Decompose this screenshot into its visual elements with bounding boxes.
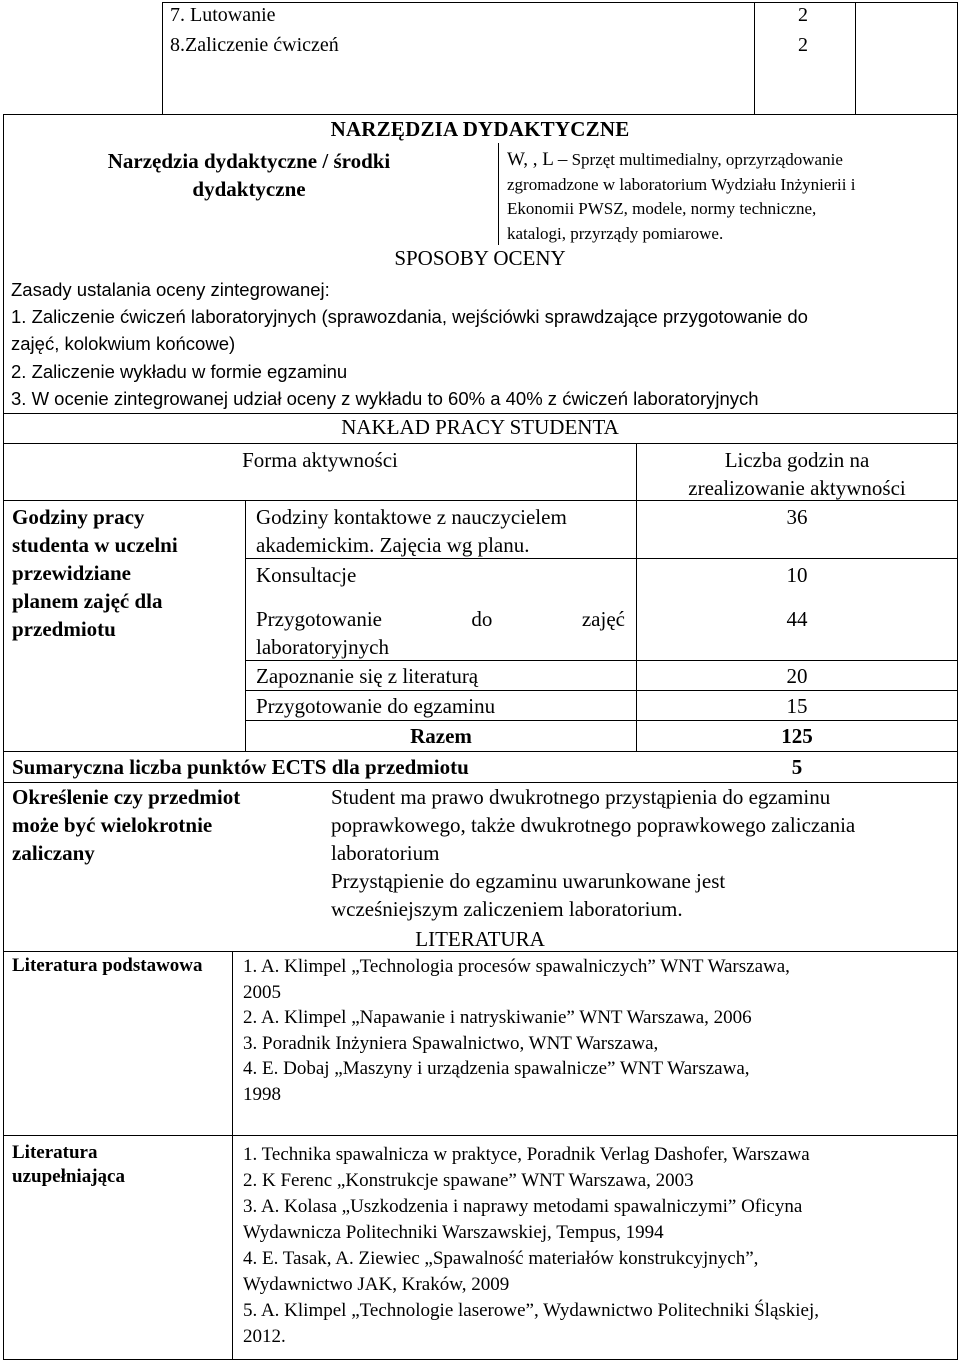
header-activity: Forma aktywności (242, 448, 398, 472)
ocena-line-1b: zajęć, kolokwium końcowe) (11, 333, 236, 355)
literatura-podstawowa-list (243, 954, 790, 1107)
header-hours: Liczba godzin na zrealizowanie aktywności (688, 448, 906, 500)
section-title-naklad: NAKŁAD PRACY STUDENTA (341, 415, 619, 439)
lit-podst-item-1: 1. A. Klimpel „Technologia procesów spawalniczych” WNT Warszawa, 2005 (243, 956, 790, 1003)
narzedzia-label: Narzędzia dydaktyczne / środki dydaktyczne (107, 149, 391, 201)
activity-do-word: do (471, 607, 493, 631)
lit-uzup-item-4: 4. E. Tasak, A. Ziewiec „Spawalność materiałów konstrukcyjnych”, Wydawnictwo JAK, Kraków, 2009 (243, 1248, 759, 1295)
hours-konsultacje: 10 (786, 563, 808, 587)
literatura-podstawowa-label: Literatura podstawowa (12, 955, 203, 976)
row-label-godziny: Godziny pracy studenta w uczelni przewidziane planem zajęć dla przedmiotu (12, 505, 178, 641)
top-hours-1: 2 (798, 4, 808, 26)
ocena-line-3: 3. W ocenie zintegrowanej udział oceny z wykładu to 60% a 40% z ćwiczeń laboratoryjnych (11, 387, 759, 409)
activity-laboratoryjnych-word: laboratoryjnych (256, 635, 389, 659)
hours-literatura: 20 (786, 664, 808, 688)
hours-egzamin: 15 (786, 694, 808, 718)
wielokrotnie-label: Określenie czy przedmiot może być wielokrotnie zaliczany (12, 785, 241, 865)
top-item-zaliczenie: 8.Zaliczenie ćwiczeń (170, 34, 339, 56)
narzedzia-value-line-2: zgromadzone w laboratorium Wydziału Inżynierii i (507, 174, 856, 194)
narzedzia-value-prefix: W, , L – (507, 149, 568, 170)
ects-label: Sumaryczna liczba punktów ECTS dla przedmiotu (12, 755, 469, 779)
top-hours-2: 2 (798, 34, 808, 56)
section-title-literatura: LITERATURA (415, 927, 545, 951)
ects-value: 5 (791, 755, 803, 779)
lit-podst-item-4: 4. E. Dobaj „Maszyny i urządzenia spawalnicze” WNT Warszawa, 1998 (243, 1058, 750, 1105)
ocena-line-intro: Zasady ustalania oceny zintegrowanej: (11, 279, 330, 300)
hours-kontaktowe: 36 (786, 505, 808, 529)
total-label: Razem (410, 724, 472, 748)
ocena-line-2: 2. Zaliczenie wykładu w formie egzaminu (11, 360, 348, 382)
top-item-lutowanie: 7. Lutowanie (170, 4, 276, 26)
hours-przygotowanie-lab: 44 (786, 607, 808, 631)
literatura-uzupelniajaca-label: Literatura uzupełniająca (12, 1142, 125, 1187)
activity-egzamin: Przygotowanie do egzaminu (256, 694, 496, 718)
lit-uzup-item-2: 2. K Ferenc „Konstrukcje spawane” WNT Warszawa, 2003 (243, 1170, 694, 1191)
lit-uzup-item-3: 3. A. Kolasa „Uszkodzenia i naprawy metodami spawalniczymi” Oficyna Wydawnicza Politechniki Warszawskiej, Tempus, 1994 (243, 1196, 803, 1243)
lit-uzup-item-1: 1. Technika spawalnicza w praktyce, Poradnik Verlag Dashofer, Warszawa (243, 1144, 810, 1165)
narzedzia-value-line-3: Ekonomii PWSZ, modele, normy techniczne, (507, 199, 817, 218)
narzedzia-value-line-1: Sprzęt multimedialny, oprzyrządowanie (571, 150, 843, 169)
activity-przygotowanie-word: Przygotowanie (256, 607, 382, 631)
sposoby-oceny-text (11, 276, 808, 412)
total-value: 125 (781, 724, 813, 748)
activity-kontaktowe: Godziny kontaktowe z nauczycielem akademickim. Zajęcia wg planu. (256, 505, 567, 557)
narzedzia-value (507, 148, 952, 246)
lit-uzup-item-5: 5. A. Klimpel „Technologie laserowe”, Wydawnictwo Politechniki Śląskiej, 2012. (243, 1300, 820, 1347)
activity-zajec-word: zajęć (581, 607, 625, 631)
activity-konsultacje: Konsultacje (256, 563, 357, 587)
wielokrotnie-text: Student ma prawo dwukrotnego przystąpienia do egzaminu poprawkowego, także dwukrotnego poprawkowego zaliczania laboratorium Przystąpienie do egzaminu uwarunkowane jest wcześniejszym zaliczeniem laboratorium. (331, 785, 856, 921)
lit-podst-item-3: 3. Poradnik Inżyniera Spawalnictwo, WNT Warszawa, (243, 1032, 659, 1054)
literatura-uzupelniajaca-list (243, 1142, 819, 1350)
narzedzia-value-line-4: katalogi, przyrządy pomiarowe. (507, 223, 724, 243)
section-title-sposoby-oceny: SPOSOBY OCENY (394, 246, 566, 270)
activity-przygotowanie-lab (256, 605, 625, 633)
ocena-line-1a: 1. Zaliczenie ćwiczeń laboratoryjnych (sprawozdania, wejściówki sprawdzające przygotowanie do (11, 306, 808, 328)
section-title-narzedzia: NARZĘDZIA DYDAKTYCZNE (330, 117, 630, 141)
activity-literatura: Zapoznanie się z literaturą (256, 664, 479, 688)
lit-podst-item-2: 2. A. Klimpel „Napawanie i natryskiwanie” WNT Warszawa, 2006 (243, 1007, 752, 1028)
